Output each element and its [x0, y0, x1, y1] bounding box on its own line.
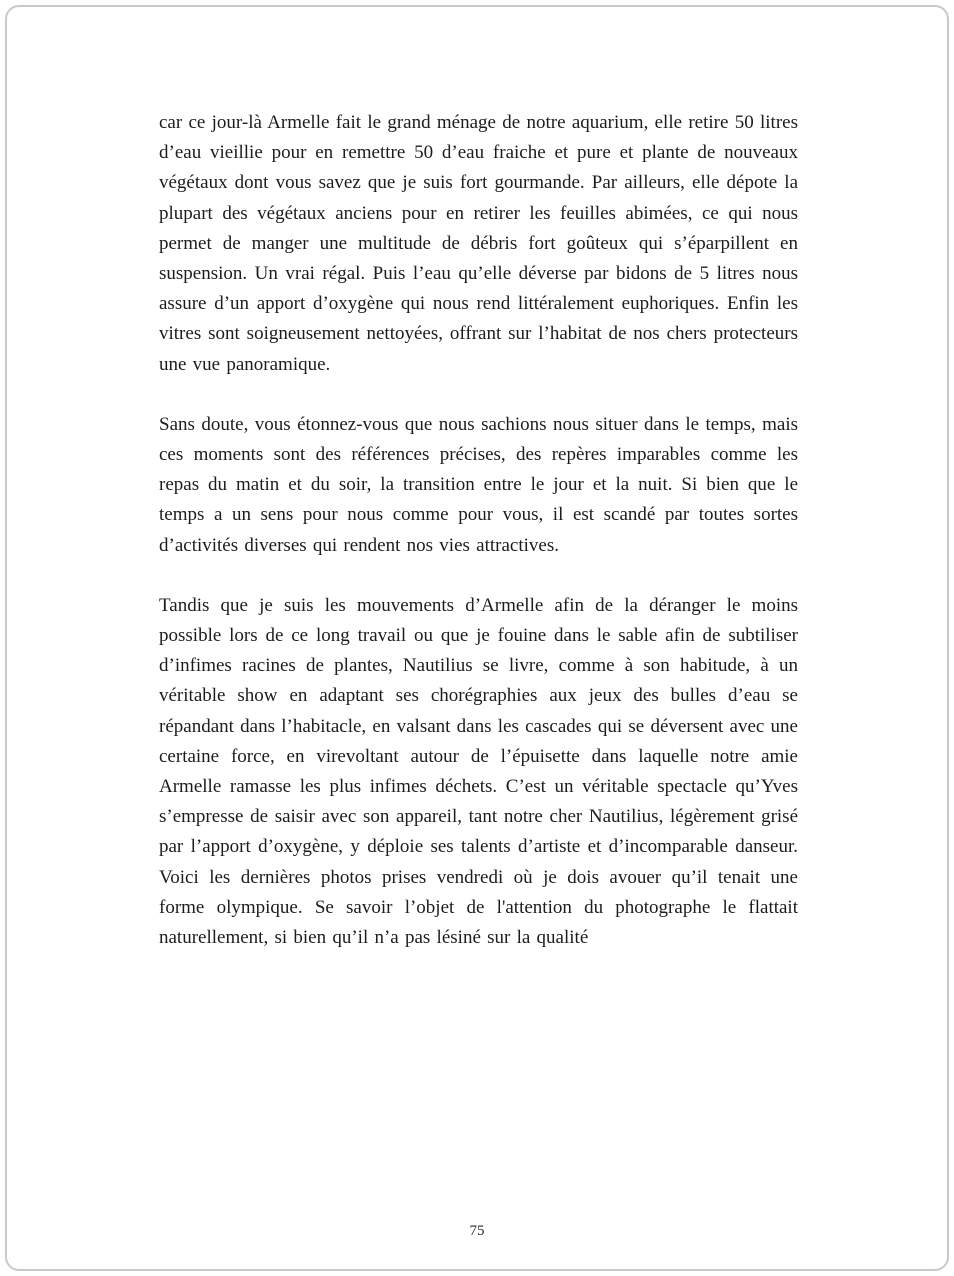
text-block: [159, 108, 798, 983]
paragraph-nautilius-show: Tandis que je suis les mouvements d’Armelle afin de la déranger le moins possible lors de ce long travail ou que je fouine dans le sable afin de subtiliser d’infimes racines de plantes, Nautilius se livre, comme à son habitude, à un véritable show en adaptant ses chorégraphies aux jeux des bulles d’eau se répandant dans l’habitacle, en valsant dans les cascades qui se déversent avec une certaine force, en virevoltant autour de l’épuisette dans laquelle notre amie Armelle ramasse les plus infimes déchets. C’est un véritable spectacle qu’Yves s’empresse de saisir avec son appareil, tant notre cher Nautilius, légèrement grisé par l’apport d’oxygène, y déploie ses talents d’artiste et d’incomparable danseur. Voici les dernières photos prises vendredi où je dois avouer qu’il tenait une forme olympique. Se savoir l’objet de l'attention du photographe le flattait naturellement, si bien qu’il n’a pas lésiné sur la qualité: [159, 594, 798, 949]
paragraph-aquarium-cleaning: car ce jour-là Armelle fait le grand ménage de notre aquarium, elle retire 50 litres d’eau vieillie pour en remettre 50 d’eau fraiche et pure et plante de nouveaux végétaux dont vous savez que je suis fort gourmande. Par ailleurs, elle dépote la plupart des végétaux anciens pour en retirer les feuilles abimées, ce qui nous permet de manger une multitude de débris fort goûteux qui s’éparpillent en suspension. Un vrai régal. Puis l’eau qu’elle déverse par bidons de 5 litres nous assure d’un apport d’oxygène qui nous rend littéralement euphoriques. Enfin les vitres sont soigneusement nettoyées, offrant sur l’habitat de nos chers protecteurs une vue panoramique.: [159, 112, 798, 375]
page-number: 75: [469, 1223, 485, 1239]
paragraph-time-references: Sans doute, vous étonnez-vous que nous sachions nous situer dans le temps, mais ces moments sont des références précises, des repères imparables comme les repas du matin et du soir, la transition entre le jour et la nuit. Si bien que le temps a un sens pour nous comme pour vous, il est scandé par toutes sortes d’activités diverses qui rendent nos vies attractives.: [159, 413, 798, 556]
